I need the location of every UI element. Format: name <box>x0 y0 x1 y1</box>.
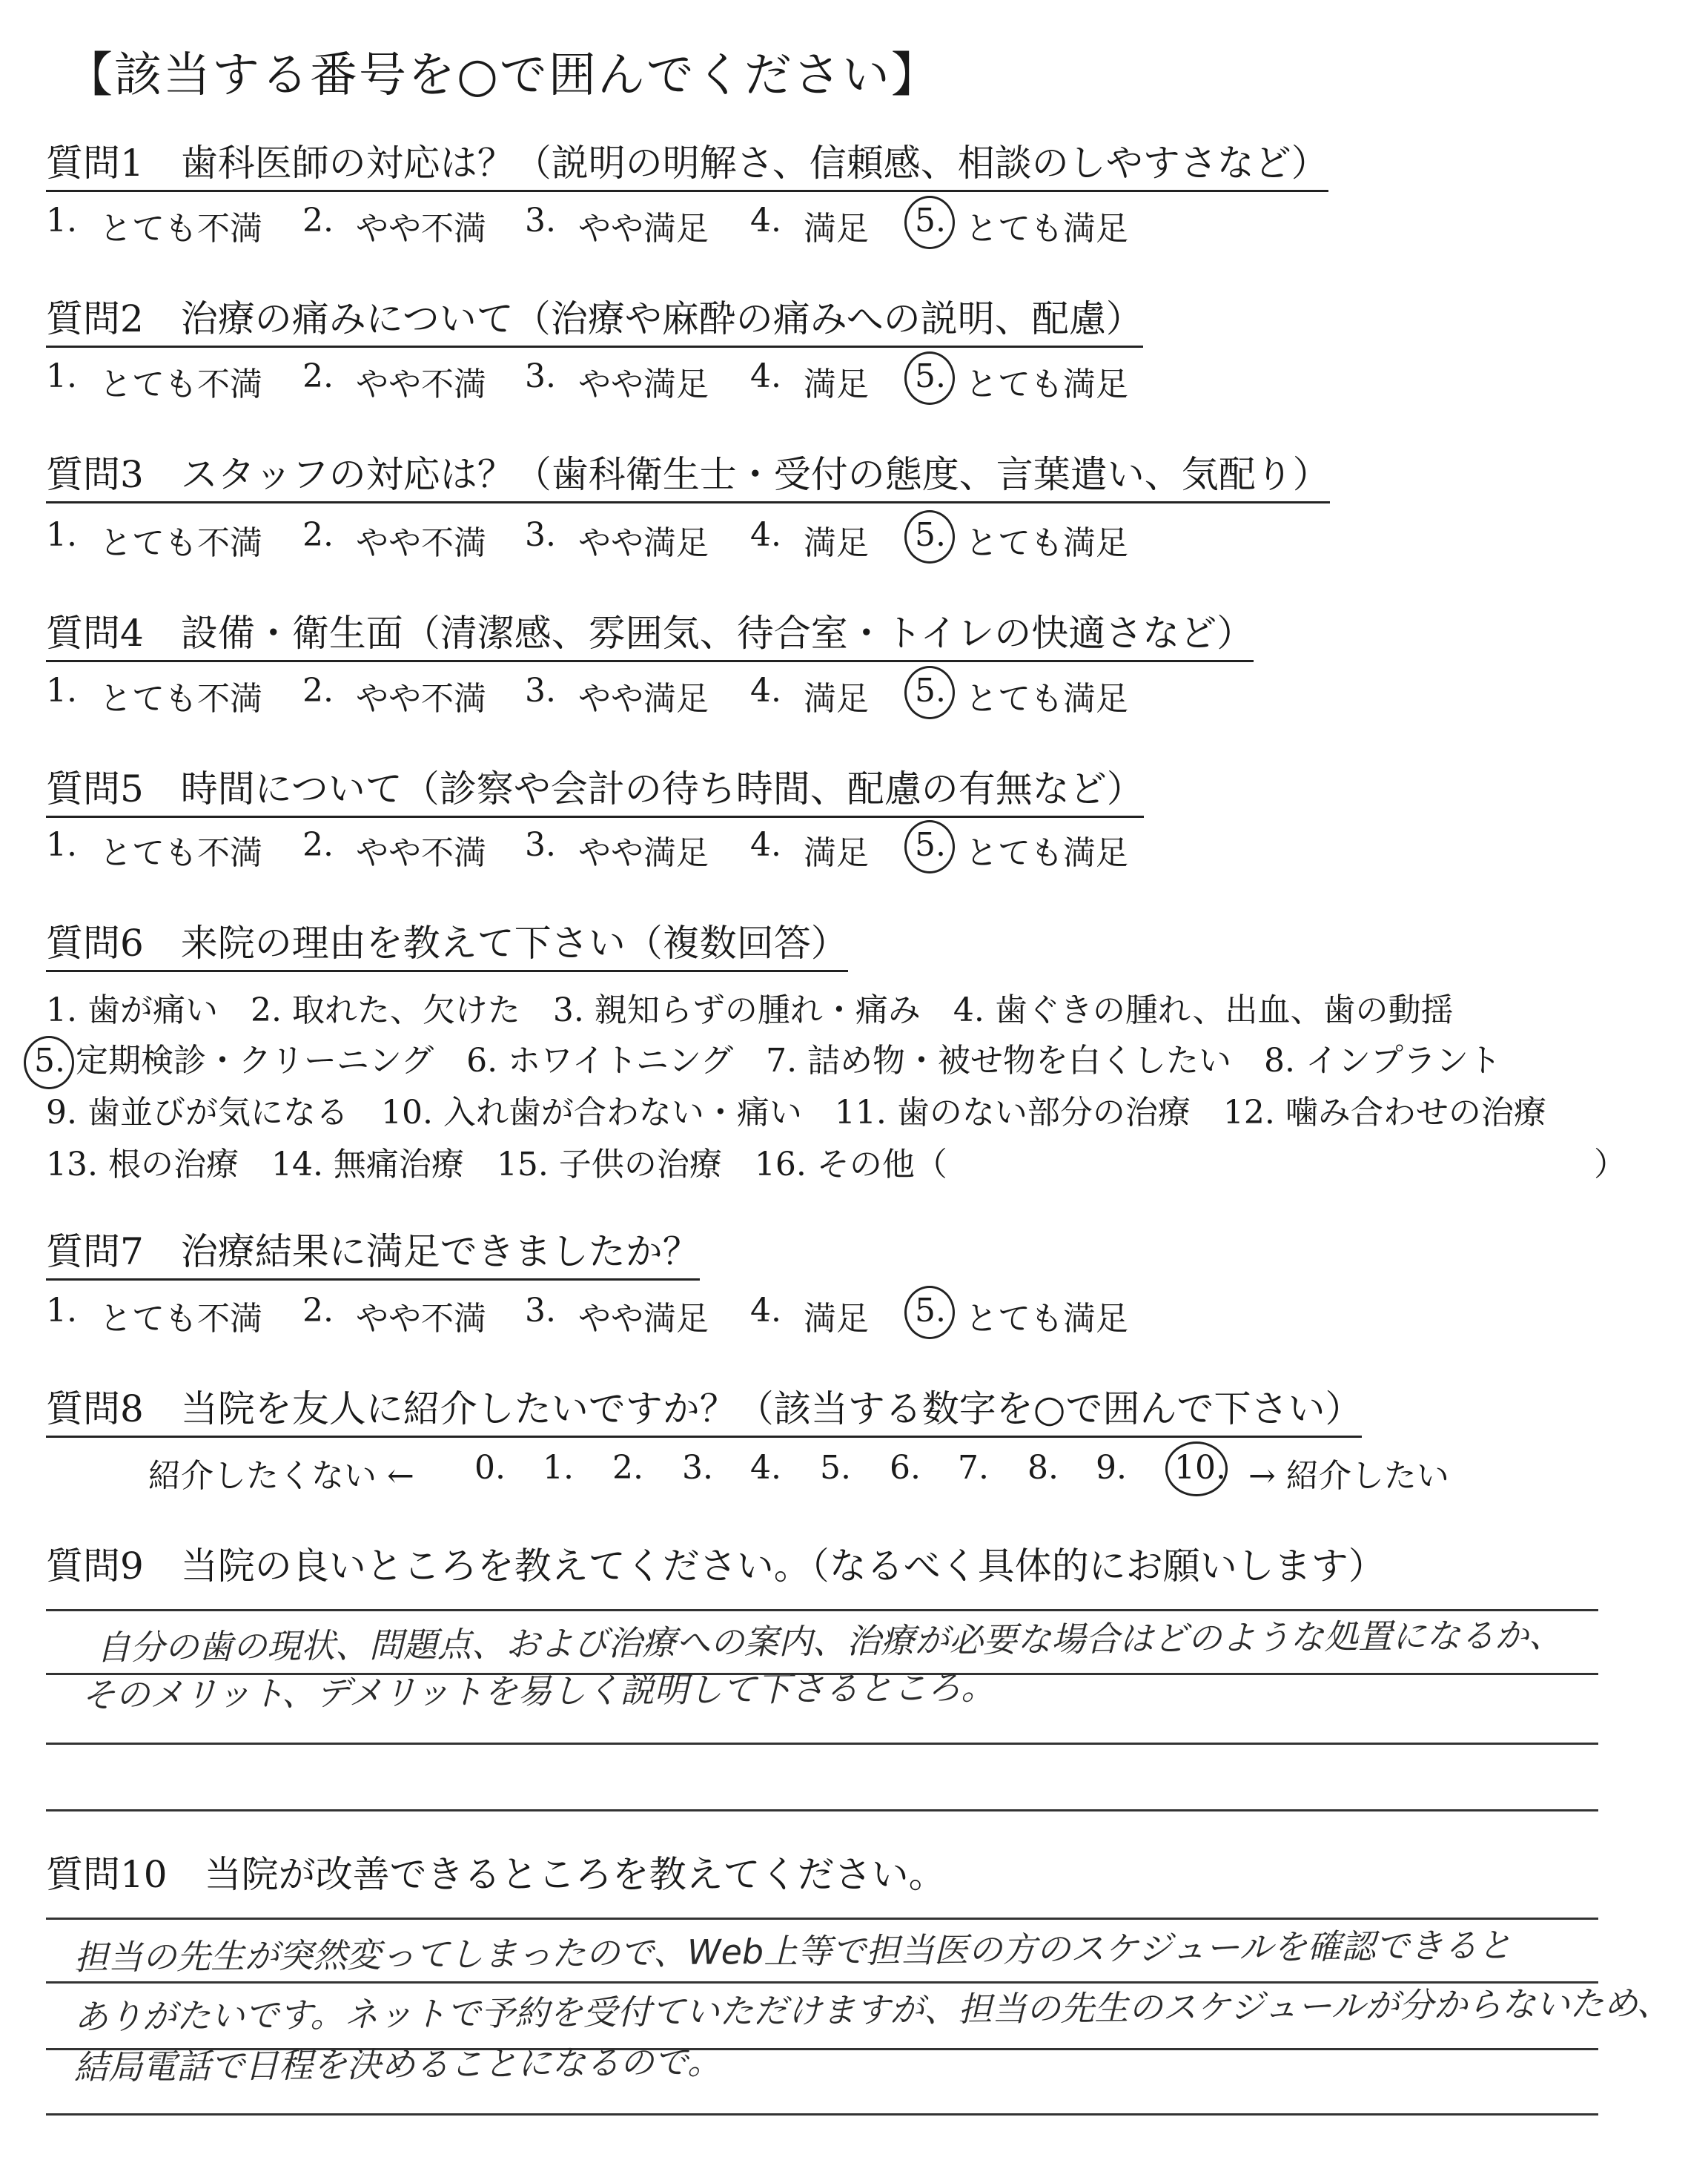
option-label: とても不満 <box>99 680 262 718</box>
option-label: とても満足 <box>965 680 1128 718</box>
option-number[interactable]: 1. <box>46 672 77 710</box>
option-number[interactable]: 3. <box>525 826 556 864</box>
option-label: やや満足 <box>578 834 709 872</box>
option-number[interactable]: 4. <box>750 516 781 554</box>
scale-right-label: → 紹介したい <box>1248 1457 1449 1495</box>
option-number[interactable]: 1. <box>46 516 77 554</box>
handwritten-answer-line[interactable]: 自分の歯の現状、問題点、および治療への案内、治療が必要な場合はどのような処置になるか、 <box>96 1614 1563 1668</box>
option-number[interactable]: 1. <box>46 357 77 395</box>
handwritten-answer-line[interactable]: ありがたいです。ネットで予約を受付ていただけますが、担当の先生のスケジュールが分からないため、 <box>73 1983 1671 2037</box>
option-label: やや満足 <box>578 524 709 562</box>
selected-option-circle[interactable]: 5. <box>915 826 946 864</box>
selected-option-circle[interactable]: 5. <box>915 357 946 395</box>
answer-line <box>46 1743 1598 1745</box>
option-label: やや満足 <box>578 210 709 248</box>
option-label: とても満足 <box>965 210 1128 248</box>
option-label: 満足 <box>804 210 869 248</box>
selected-option-circle[interactable]: 5. <box>915 1292 946 1330</box>
instruction-header: 【該当する番号を○で囲んでください】 <box>65 48 940 103</box>
option-label: とても満足 <box>965 524 1128 562</box>
option-label: やや不満 <box>356 1300 486 1338</box>
rating-options <box>46 357 1128 403</box>
reason-options-text: 定期検診・クリーニング 6. ホワイトニング 7. 詰め物・被せ物を白くしたい 8. インプラント <box>64 1042 1502 1080</box>
option-number[interactable]: 2. <box>302 202 334 240</box>
question-title: 質問10 当院が改善できるところを教えてください。 <box>46 1853 946 1896</box>
option-label: やや満足 <box>578 1300 709 1338</box>
reason-options-line-1[interactable]: 1. 歯が痛い 2. 取れた、欠けた 3. 親知らずの腫れ・痛み 4. 歯ぐきの腫れ、出血、歯の動揺 <box>46 991 1454 1029</box>
option-label: とても不満 <box>99 1300 262 1338</box>
option-number[interactable]: 4. <box>750 357 781 395</box>
rating-options <box>46 202 1128 248</box>
scale-value[interactable]: 8. <box>1027 1449 1059 1487</box>
option-label: やや不満 <box>356 680 486 718</box>
option-number[interactable]: 3. <box>525 672 556 710</box>
selected-option-circle[interactable]: 5. <box>915 202 946 240</box>
option-label: やや満足 <box>578 680 709 718</box>
question-title: 質問5 時間について（診察や会計の待ち時間、配慮の有無など） <box>46 768 1144 818</box>
option-number[interactable]: 2. <box>302 357 334 395</box>
scale-value[interactable]: 7. <box>958 1449 989 1487</box>
other-close-paren: ） <box>1594 1146 1626 1183</box>
option-number[interactable]: 3. <box>525 1292 556 1330</box>
scale-value[interactable]: 3. <box>682 1449 713 1487</box>
scale-value[interactable]: 1. <box>543 1449 574 1487</box>
option-number[interactable]: 4. <box>750 1292 781 1330</box>
question-title: 質問9 当院の良いところを教えてください。（なるべく具体的にお願いします） <box>46 1545 1386 1588</box>
option-label: 満足 <box>804 524 869 562</box>
option-number[interactable]: 4. <box>750 826 781 864</box>
option-number[interactable]: 4. <box>750 202 781 240</box>
option-label: やや満足 <box>578 366 709 403</box>
scale-value[interactable]: 2. <box>612 1449 643 1487</box>
rating-options <box>46 826 1128 872</box>
question-title: 質問4 設備・衛生面（清潔感、雰囲気、待合室・トイレの快適さなど） <box>46 612 1254 662</box>
option-number[interactable]: 4. <box>750 672 781 710</box>
option-label: やや不満 <box>356 210 486 248</box>
option-label: 満足 <box>804 680 869 718</box>
option-label: とても満足 <box>965 366 1128 403</box>
option-number[interactable]: 3. <box>525 357 556 395</box>
selected-option-circle[interactable]: 5. <box>915 672 946 710</box>
option-number[interactable]: 1. <box>46 1292 77 1330</box>
answer-line <box>46 1809 1598 1811</box>
option-label: とても満足 <box>965 834 1128 872</box>
option-number[interactable]: 3. <box>525 202 556 240</box>
option-number[interactable]: 1. <box>46 202 77 240</box>
answer-line <box>46 2113 1598 2116</box>
reason-options-line-4[interactable]: 13. 根の治療 14. 無痛治療 15. 子供の治療 16. その他（ <box>46 1146 947 1183</box>
option-label: とても満足 <box>965 1300 1128 1338</box>
option-label: とても不満 <box>99 834 262 872</box>
scale-left-label: 紹介したくない ← <box>148 1457 414 1495</box>
option-label: とても不満 <box>99 366 262 403</box>
option-label: やや不満 <box>356 834 486 872</box>
scale-value[interactable]: 4. <box>750 1449 781 1487</box>
selected-scale-circle[interactable]: 10. <box>1174 1449 1226 1487</box>
option-label: 満足 <box>804 834 869 872</box>
reason-options-line-3[interactable]: 9. 歯並びが気になる 10. 入れ歯が合わない・痛い 11. 歯のない部分の治療 12. 噛み合わせの治療 <box>46 1094 1546 1132</box>
scale-value[interactable]: 9. <box>1096 1449 1127 1487</box>
scale-value[interactable]: 6. <box>890 1449 921 1487</box>
option-label: やや不満 <box>356 366 486 403</box>
rating-options <box>46 516 1128 562</box>
scale-value[interactable]: 0. <box>474 1449 506 1487</box>
option-label: 満足 <box>804 1300 869 1338</box>
option-label: 満足 <box>804 366 869 403</box>
question-title: 質問3 スタッフの対応は？（歯科衛生士・受付の態度、言葉遣い、気配り） <box>46 454 1330 503</box>
question-title: 質問1 歯科医師の対応は？（説明の明解さ、信頼感、相談のしやすさなど） <box>46 142 1328 192</box>
question-title: 質問2 治療の痛みについて（治療や麻酔の痛みへの説明、配慮） <box>46 298 1143 348</box>
question-title: 質問6 来院の理由を教えて下さい（複数回答） <box>46 922 848 972</box>
handwritten-answer-line[interactable]: 結局電話で日程を決めることになるので。 <box>73 2041 722 2087</box>
question-title: 質問8 当院を友人に紹介したいですか？（該当する数字を○で囲んで下さい） <box>46 1388 1362 1438</box>
option-number[interactable]: 1. <box>46 826 77 864</box>
option-label: とても不満 <box>99 210 262 248</box>
handwritten-answer-line[interactable]: 担当の先生が突然変ってしまったので、Web上等で担当医の方のスケジュールを確認できると <box>73 1925 1512 1978</box>
rating-options <box>46 672 1128 718</box>
question-title: 質問7 治療結果に満足できましたか？ <box>46 1231 700 1281</box>
option-number[interactable]: 2. <box>302 672 334 710</box>
option-label: とても不満 <box>99 524 262 562</box>
option-number[interactable]: 2. <box>302 516 334 554</box>
handwritten-answer-line[interactable]: そのメリット、デメリットを易しく説明して下さるところ。 <box>81 1667 996 1715</box>
option-number[interactable]: 2. <box>302 1292 334 1330</box>
selected-option-circle[interactable]: 5. <box>915 516 946 554</box>
option-number[interactable]: 3. <box>525 516 556 554</box>
rating-options <box>46 1292 1128 1338</box>
option-number[interactable]: 2. <box>302 826 334 864</box>
reason-options-line-2[interactable] <box>34 1034 1501 1081</box>
option-label: やや不満 <box>356 524 486 562</box>
selected-option-circle[interactable]: 5. <box>34 1042 65 1080</box>
scale-value[interactable]: 5. <box>820 1449 851 1487</box>
